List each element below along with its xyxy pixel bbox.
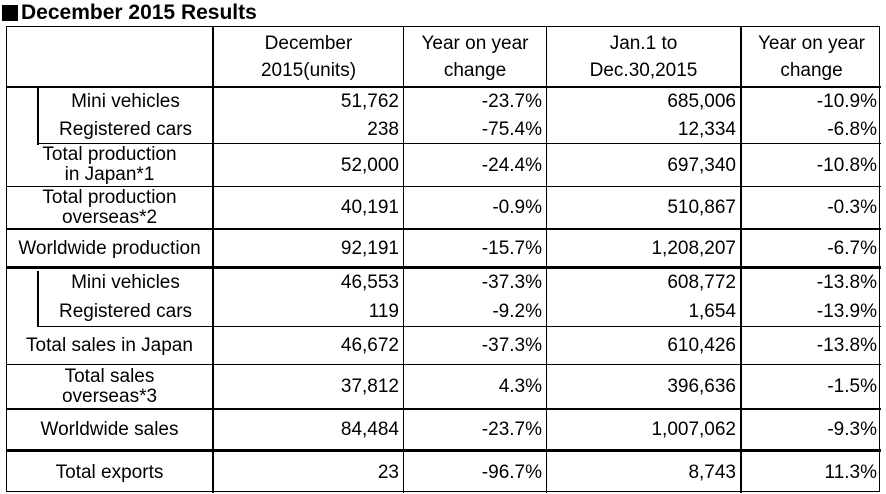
- cell-value: 46,672: [340, 335, 399, 356]
- square-bullet-icon: [2, 5, 18, 21]
- cell-value: 685,006: [667, 91, 736, 112]
- cell-value: 697,340: [667, 154, 736, 176]
- cell-value: -24.4%: [481, 154, 542, 176]
- header-december: December 2015(units): [260, 32, 357, 81]
- row-label: Total production in Japan*1: [42, 144, 177, 185]
- cell-value: 396,636: [667, 376, 736, 397]
- cell-value: -37.3%: [481, 272, 542, 293]
- cell-value: -9.2%: [492, 300, 542, 322]
- cell-value: -1.5%: [827, 376, 877, 397]
- cell-value: -96.7%: [481, 461, 542, 483]
- cell-value: 51,762: [340, 91, 399, 112]
- cell-value: -10.9%: [816, 91, 877, 112]
- cell-value: 610,426: [667, 335, 736, 356]
- cell-value: 238: [367, 118, 399, 140]
- cell-value: 1,654: [688, 300, 736, 322]
- row-label: Worldwide production: [18, 237, 201, 259]
- header-yoy-ytd: Year on year change: [757, 32, 866, 81]
- cell-value: -0.3%: [827, 197, 877, 218]
- cell-value: 510,867: [667, 197, 736, 218]
- page-title: [2, 1, 257, 25]
- cell-value: 40,191: [340, 197, 399, 218]
- cell-value: -10.8%: [816, 154, 877, 176]
- cell-value: -37.3%: [481, 335, 542, 356]
- row-label: Worldwide sales: [40, 419, 179, 440]
- cell-value: -13.8%: [816, 272, 877, 293]
- row-label: Total production overseas*2: [42, 186, 177, 228]
- row-label: Total sales in Japan: [26, 335, 193, 356]
- cell-value: 23: [377, 461, 399, 483]
- row-label: Mini vehicles: [71, 91, 180, 112]
- row-label: Mini vehicles: [71, 272, 180, 293]
- cell-value: -23.7%: [481, 91, 542, 112]
- cell-value: 92,191: [340, 237, 399, 259]
- cell-value: -0.9%: [492, 197, 542, 218]
- cell-value: 8,743: [688, 461, 736, 483]
- cell-value: -23.7%: [481, 419, 542, 440]
- cell-value: -6.7%: [827, 237, 877, 259]
- cell-value: 608,772: [667, 272, 736, 293]
- cell-value: 46,553: [340, 272, 399, 293]
- header-ytd: Jan.1 to Dec.30,2015: [589, 32, 698, 81]
- cell-value: 1,007,062: [651, 419, 736, 440]
- cell-value: 119: [368, 300, 399, 322]
- header-yoy-month: Year on year change: [421, 32, 529, 81]
- cell-value: -13.8%: [816, 335, 877, 356]
- cell-value: -15.7%: [481, 237, 542, 259]
- row-label: Registered cars: [58, 300, 193, 322]
- cell-value: 1,208,207: [651, 237, 736, 259]
- row-label: Total exports: [55, 461, 164, 483]
- cell-value: 12,334: [677, 118, 736, 140]
- cell-value: -13.9%: [816, 300, 877, 322]
- cell-value: 11.3%: [824, 461, 877, 483]
- cell-value: -9.3%: [827, 419, 877, 440]
- title-text: December 2015 Results: [21, 1, 257, 24]
- cell-value: 37,812: [340, 376, 399, 397]
- cell-value: -6.8%: [827, 118, 877, 140]
- cell-value: -75.4%: [481, 118, 542, 140]
- row-label: Total sales overseas*3: [61, 365, 158, 407]
- cell-value: 84,484: [340, 419, 399, 440]
- results-table: [6, 26, 880, 492]
- cell-value: 4.3%: [498, 376, 542, 397]
- row-label: Registered cars: [58, 118, 193, 140]
- cell-value: 52,000: [340, 154, 399, 176]
